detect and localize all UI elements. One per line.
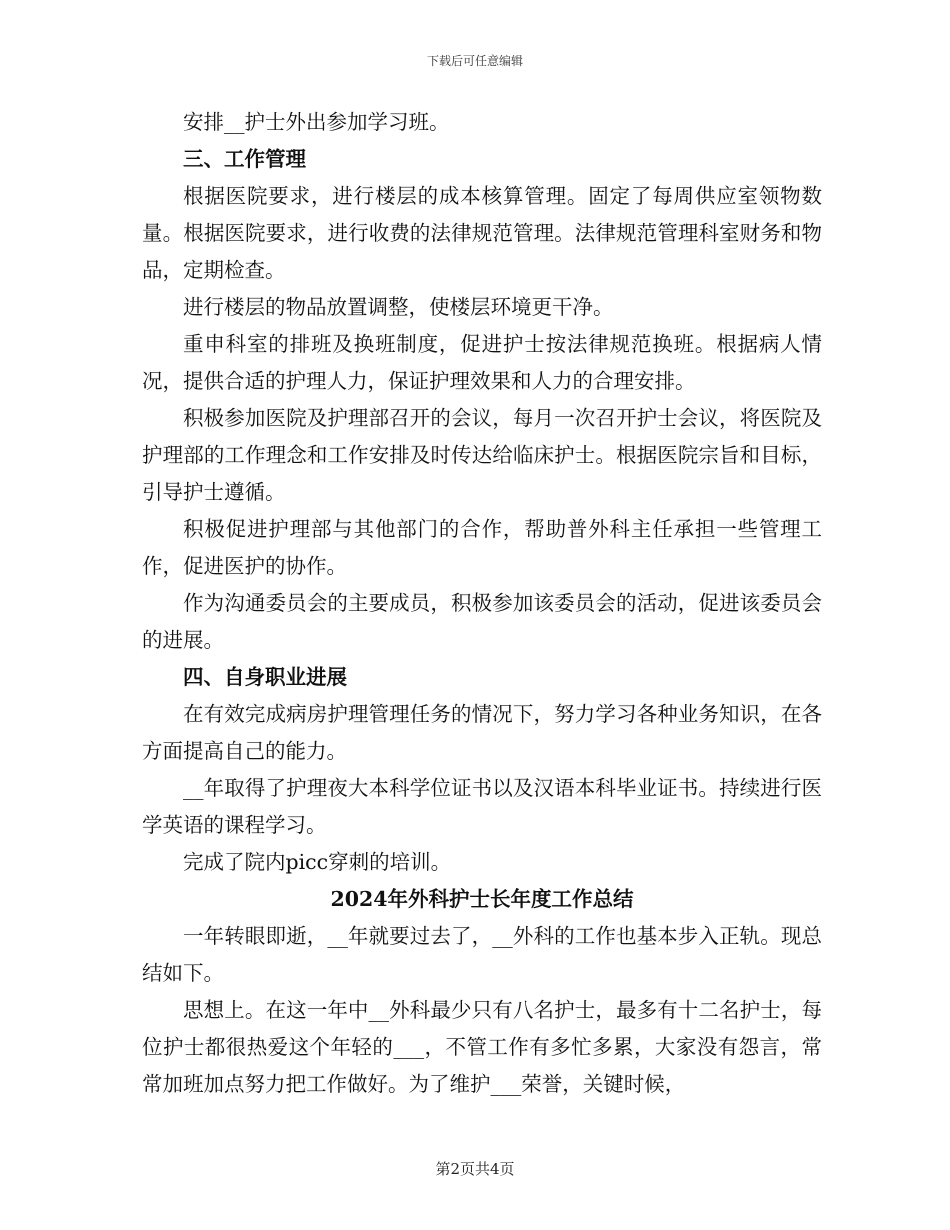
section-heading: 三、工作管理 (183, 147, 306, 171)
paragraph: 根据医院要求，进行楼层的成本核算管理。固定了每周供应室领物数量。根据医院要求，进行收费的法律规范管理。法律规范管理科室财务和物品，定期检查。 (142, 184, 822, 282)
paragraph: 思想上。在这一年中__外科最少只有八名护士，最多有十二名护士，每位护士都很热爱这个年轻的___，不管工作有多忙多累，大家没有怨言，常常加班加点努力把工作做好。为了维护___荣誉，关键时候， (142, 998, 822, 1096)
paragraph: 进行楼层的物品放置调整，使楼层环境更干净。 (183, 295, 614, 319)
paragraph: 重申科室的排班及换班制度，促进护士按法律规范换班。根据病人情况，提供合适的护理人力，保证护理效果和人力的合理安排。 (142, 332, 822, 393)
document-body (142, 104, 822, 1103)
paragraph: 完成了院内picc穿刺的培训。 (183, 850, 452, 874)
paragraph: 在有效完成病房护理管理任务的情况下，努力学习各种业务知识，在各方面提高自己的能力。 (142, 702, 822, 763)
paragraph: __年取得了护理夜大本科学位证书以及汉语本科毕业证书。持续进行医学英语的课程学习。 (142, 776, 822, 837)
paragraph: 积极参加医院及护理部召开的会议，每月一次召开护士会议，将医院及护理部的工作理念和工作安排及时传达给临床护士。根据医院宗旨和目标，引导护士遵循。 (142, 406, 822, 504)
page-footer: 第2页共4页 (435, 1160, 515, 1178)
paragraph: 一年转眼即逝，__年就要过去了，__外科的工作也基本步入正轨。现总结如下。 (142, 924, 822, 985)
page-header: 下载后可任意编辑 (426, 54, 523, 68)
section-heading: 四、自身职业进展 (183, 665, 347, 689)
paragraph: 积极促进护理部与其他部门的合作，帮助普外科主任承担一些管理工作，促进医护的协作。 (142, 517, 822, 578)
document-title: 2024年外科护士长年度工作总结 (330, 887, 634, 911)
paragraph: 安排__护士外出参加学习班。 (183, 110, 450, 134)
paragraph: 作为沟通委员会的主要成员，积极参加该委员会的活动，促进该委员会的进展。 (142, 591, 822, 652)
